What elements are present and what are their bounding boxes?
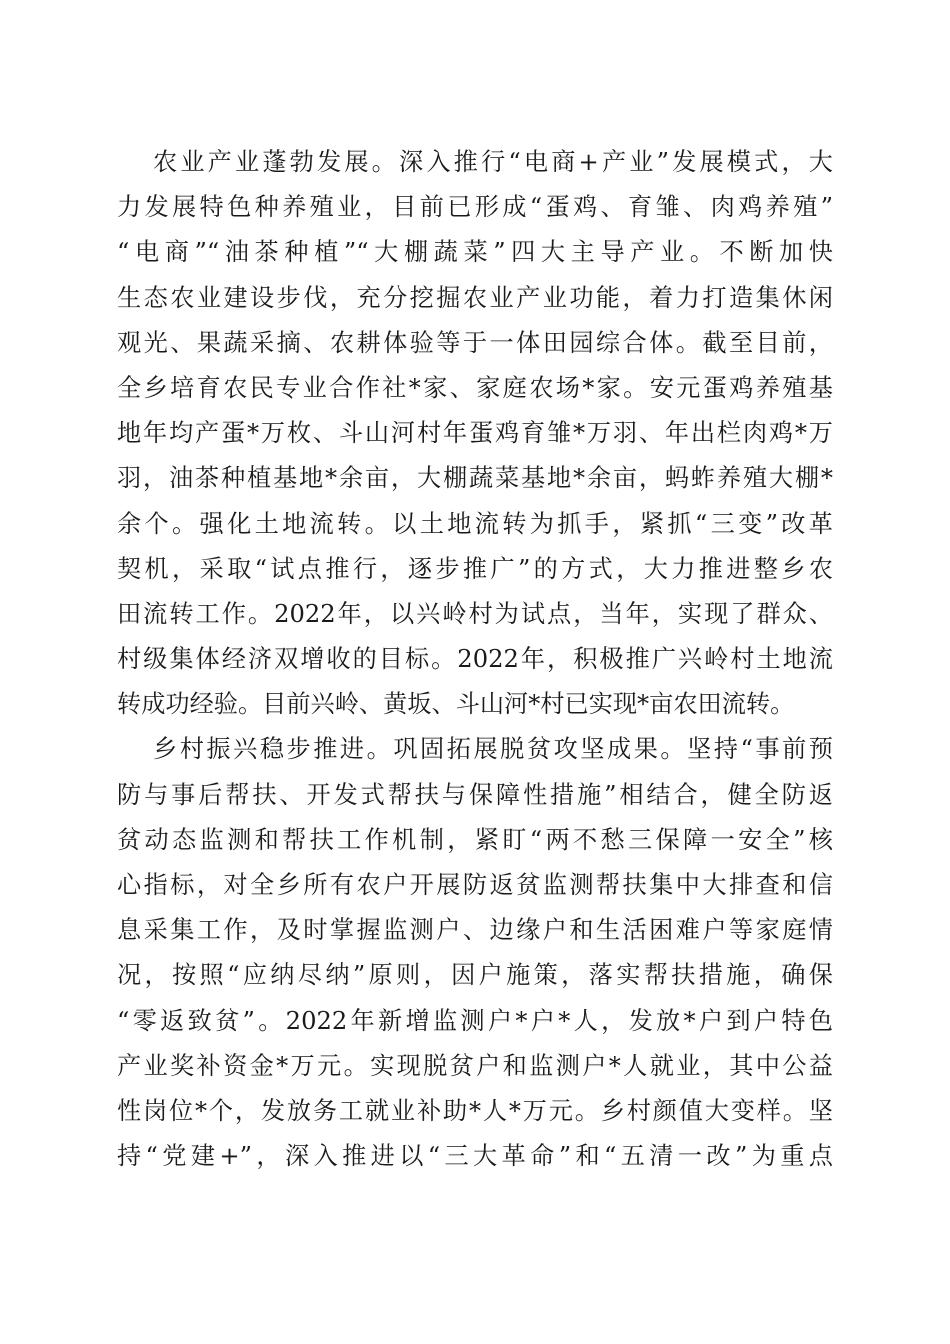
- body-text: [117, 140, 833, 1179]
- paragraph-rural-revitalization: [117, 727, 833, 1179]
- text-line: 田流转工作。2022年，以兴岭村为试点，当年，实现了群众、: [117, 599, 833, 628]
- text-line: 产业奖补资金*万元。实现脱贫户和监测户*人就业，其中公益: [117, 1051, 833, 1080]
- text-line: 持“党建+”，深入推进以“三大革命”和“五清一改”为重点: [117, 1142, 833, 1171]
- text-line: 生态农业建设步伐，充分挖掘农业产业功能，着力打造集休闲: [117, 283, 833, 312]
- text-line: 全乡培育农民专业合作社*家、家庭农场*家。安元蛋鸡养殖基: [117, 373, 833, 402]
- text-line: 转成功经验。目前兴岭、黄坂、斗山河*村已实现*亩农田流转。: [117, 690, 795, 719]
- text-line: 息采集工作，及时掌握监测户、边缘户和生活困难户等家庭情: [117, 916, 833, 945]
- text-line: 防与事后帮扶、开发式帮扶与保障性措施”相结合，健全防返: [117, 780, 833, 809]
- text-line: 贫动态监测和帮扶工作机制，紧盯“两不愁三保障一安全”核: [117, 825, 833, 854]
- text-line: 余个。强化土地流转。以土地流转为抓手，紧抓“三变”改革: [117, 509, 833, 538]
- text-line: 地年均产蛋*万枚、斗山河村年蛋鸡育雏*万羽、年出栏肉鸡*万: [117, 419, 833, 448]
- text-line: 羽，油茶种植基地*余亩，大棚蔬菜基地*余亩，蚂蚱养殖大棚*: [117, 464, 833, 493]
- text-line: 乡村振兴稳步推进。巩固拓展脱贫攻坚成果。坚持“事前预: [153, 735, 833, 764]
- text-line: 况，按照“应纳尽纳”原则，因户施策，落实帮扶措施，确保: [117, 961, 833, 990]
- text-line: 观光、果蔬采摘、农耕体验等于一体田园综合体。截至目前，: [117, 328, 833, 357]
- text-line: “零返致贫”。2022年新增监测户*户*人，发放*户到户特色: [117, 1006, 833, 1035]
- text-line: 心指标，对全乡所有农户开展防返贫监测帮扶集中大排查和信: [117, 871, 833, 899]
- text-line: 力发展特色种养殖业，目前已形成“蛋鸡、育雏、肉鸡养殖”: [117, 193, 833, 222]
- paragraph-agriculture: [117, 140, 833, 727]
- text-line: 村级集体经济双增收的目标。2022年，积极推广兴岭村土地流: [117, 645, 833, 674]
- text-line: 农业产业蓬勃发展。深入推行“电商+产业”发展模式，大: [153, 148, 833, 176]
- text-line: “电商”“油茶种植”“大棚蔬菜”四大主导产业。不断加快: [117, 238, 833, 267]
- text-line: 契机，采取“试点推行，逐步推广”的方式，大力推进整乡农: [117, 554, 833, 583]
- text-line: 性岗位*个，发放务工就业补助*人*万元。乡村颜值大变样。坚: [117, 1096, 833, 1125]
